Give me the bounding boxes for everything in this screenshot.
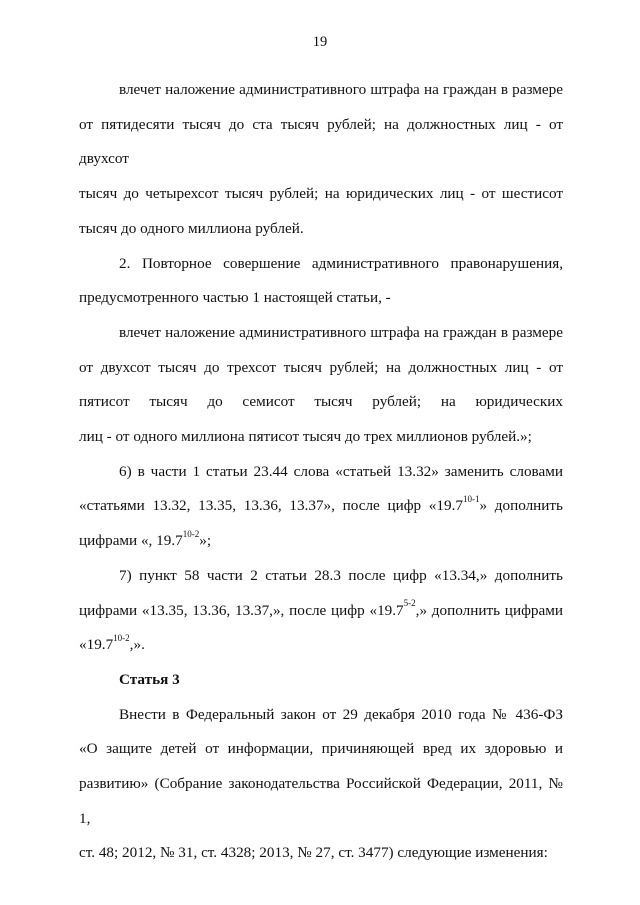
text-line: тысяч до одного миллиона рублей. <box>79 219 304 237</box>
item-7-line <box>79 628 563 663</box>
text-line: 2. Повторное совершение административного правонарушения, <box>119 254 563 272</box>
superscript: 10-2 <box>113 633 130 644</box>
text-run: цифрами «13.35, 13.36, 13.37,», после цифр «19.7 <box>79 601 404 619</box>
text-line: пятисот тысяч до семисот тысяч рублей; на юридических <box>79 393 563 411</box>
article-line: «О защите детей от информации, причиняющей вред их здоровью и <box>79 740 563 758</box>
text-run: «статьями 13.32, 13.35, 13.36, 13.37», после цифр «19.7 <box>79 497 463 515</box>
article-heading: Статья 3 <box>119 670 180 688</box>
document-body <box>79 73 563 871</box>
text-run: » дополнить <box>479 497 563 515</box>
article-line: развитию» (Собрание законодательства Российской Федерации, 2011, № 1, <box>79 775 563 827</box>
superscript: 10-2 <box>182 529 200 540</box>
superscript: 5-2 <box>403 598 416 609</box>
item-7-line: 7) пункт 58 части 2 статьи 28.3 после цифр «13.34,» дополнить <box>119 566 563 584</box>
text-line: от двухсот тысяч до трехсот тысяч рублей; на должностных лиц - от <box>79 358 563 376</box>
text-run: ,». <box>129 636 145 654</box>
text-line: тысяч до четырехсот тысяч рублей; на юридических лиц - от шестисот <box>79 185 563 203</box>
item-6-line: 6) в части 1 статьи 23.44 слова «статьей 13.32» заменить словами <box>119 462 563 480</box>
text-line: влечет наложение административного штрафа на граждан в размере <box>119 81 563 98</box>
page-number: 19 <box>312 34 328 50</box>
text-run: »; <box>199 532 212 550</box>
text-line: влечет наложение административного штрафа на граждан в размере <box>119 323 563 341</box>
article-line: ст. 48; 2012, № 31, ст. 4328; 2013, № 27, ст. 3477) следующие изменения: <box>79 844 548 862</box>
superscript: 10-1 <box>462 494 480 505</box>
text-run: «19.7 <box>79 636 114 654</box>
text-run: цифрами «, 19.7 <box>79 532 183 550</box>
article-line: Внести в Федеральный закон от 29 декабря 2010 года № 436-ФЗ <box>119 705 563 723</box>
item-7-line <box>79 594 563 629</box>
item-6-line <box>79 524 563 559</box>
text-line: от пятидесяти тысяч до ста тысяч рублей; на должностных лиц - от двухсот <box>79 115 563 168</box>
text-line: предусмотренного частью 1 настоящей статьи, - <box>79 289 391 307</box>
item-6-line <box>79 489 563 524</box>
text-run: ,» дополнить цифрами <box>415 601 563 619</box>
text-line: лиц - от одного миллиона пятисот тысяч до трех миллионов рублей.»; <box>79 428 532 446</box>
